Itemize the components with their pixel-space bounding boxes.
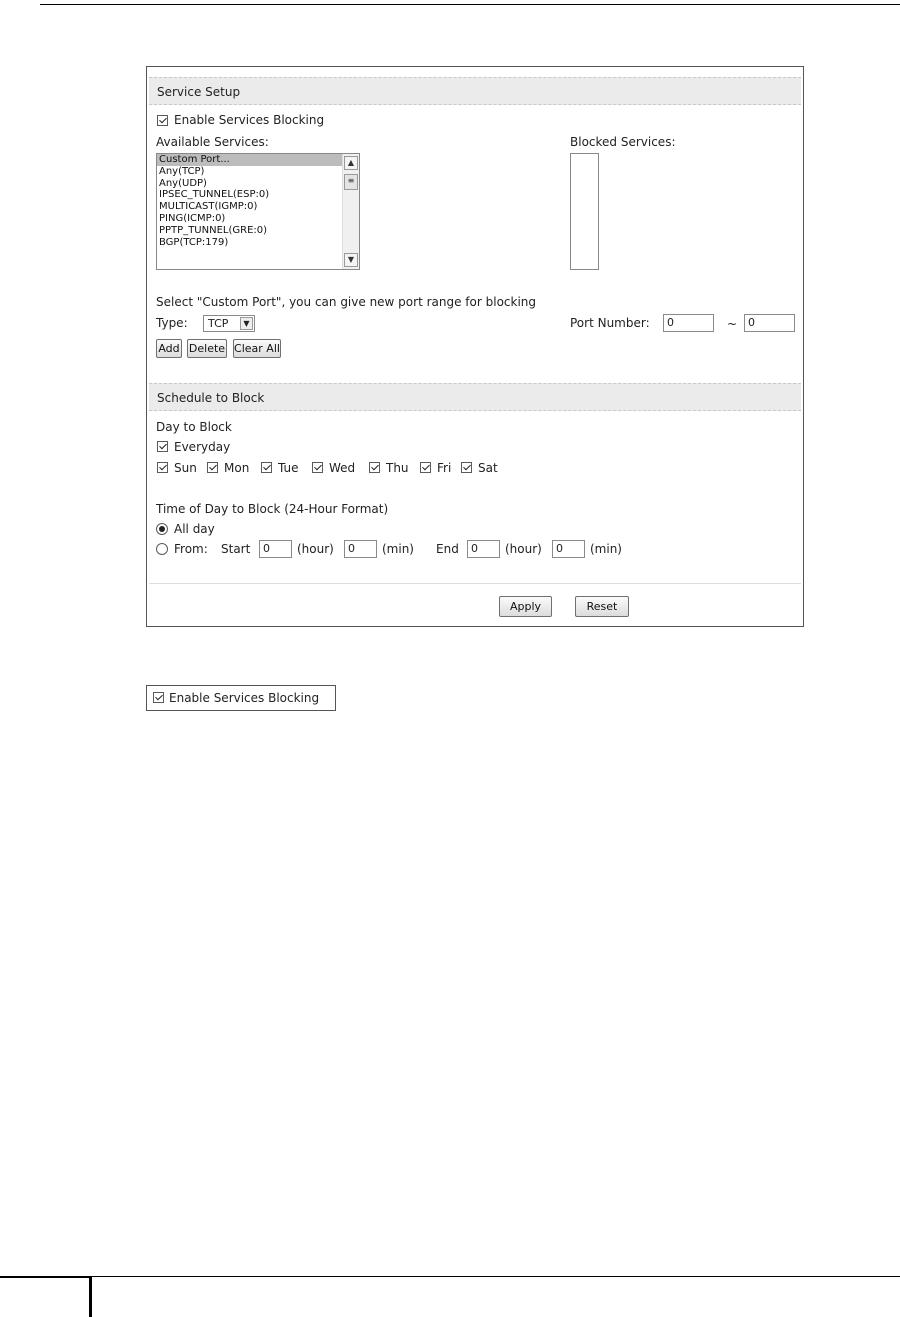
day-label-sat: Sat bbox=[478, 461, 498, 475]
day-to-block-label: Day to Block bbox=[156, 420, 232, 434]
callout-label: Enable Services Blocking bbox=[169, 691, 320, 705]
day-label-sun: Sun bbox=[174, 461, 197, 475]
day-label-wed: Wed bbox=[329, 461, 356, 475]
port-number-label: Port Number: bbox=[570, 316, 650, 330]
services-blocking-panel bbox=[146, 66, 804, 627]
day-checkbox-sat[interactable] bbox=[461, 462, 472, 473]
day-checkbox-wed[interactable] bbox=[312, 462, 323, 473]
available-services-label: Available Services: bbox=[156, 135, 269, 149]
delete-button[interactable]: Delete bbox=[187, 339, 227, 358]
from-label: From: bbox=[174, 542, 208, 556]
day-checkbox-thu[interactable] bbox=[369, 462, 380, 473]
blocked-services-label: Blocked Services: bbox=[570, 135, 676, 149]
page-top-rule bbox=[40, 4, 900, 5]
service-setup-header: Service Setup bbox=[149, 77, 801, 105]
page-bottom-rule bbox=[92, 1276, 900, 1277]
blocked-services-list[interactable] bbox=[570, 153, 599, 270]
end-label: End bbox=[436, 542, 459, 556]
time-of-day-label: Time of Day to Block (24-Hour Format) bbox=[156, 502, 389, 516]
clear-all-button[interactable]: Clear All bbox=[233, 339, 281, 358]
type-select[interactable] bbox=[203, 315, 255, 332]
service-option[interactable]: Custom Port... bbox=[157, 154, 359, 166]
page-number-box bbox=[0, 1276, 92, 1317]
day-checkbox-tue[interactable] bbox=[261, 462, 272, 473]
services-scrollbar[interactable] bbox=[342, 154, 359, 269]
service-option[interactable]: Any(TCP) bbox=[159, 165, 205, 177]
service-option[interactable]: BGP(TCP:179) bbox=[159, 236, 229, 248]
day-label-thu: Thu bbox=[386, 461, 409, 475]
end-hour-unit: (hour) bbox=[505, 542, 542, 556]
port-range-tilde: ~ bbox=[727, 317, 738, 331]
all-day-radio[interactable] bbox=[156, 523, 168, 535]
port-to-input[interactable]: 0 bbox=[744, 314, 795, 332]
day-label-mon: Mon bbox=[224, 461, 250, 475]
day-label-tue: Tue bbox=[278, 461, 299, 475]
end-hour-input[interactable]: 0 bbox=[467, 540, 500, 558]
port-from-input[interactable]: 0 bbox=[663, 314, 714, 332]
day-checkbox-fri[interactable] bbox=[420, 462, 431, 473]
day-checkbox-sun[interactable] bbox=[157, 462, 168, 473]
schedule-header: Schedule to Block bbox=[149, 383, 801, 411]
custom-port-hint: Select "Custom Port", you can give new port range for blocking bbox=[156, 295, 537, 309]
scroll-thumb[interactable]: ≡ bbox=[344, 174, 358, 190]
service-option[interactable]: IPSEC_TUNNEL(ESP:0) bbox=[159, 189, 270, 201]
apply-button[interactable]: Apply bbox=[499, 596, 552, 617]
everyday-checkbox[interactable] bbox=[157, 441, 168, 452]
end-min-input[interactable]: 0 bbox=[552, 540, 585, 558]
from-radio[interactable] bbox=[156, 543, 168, 555]
add-button[interactable]: Add bbox=[156, 339, 182, 358]
reset-button[interactable]: Reset bbox=[575, 596, 629, 617]
footer-divider bbox=[149, 583, 801, 584]
start-min-input[interactable]: 0 bbox=[344, 540, 377, 558]
available-services-list[interactable] bbox=[156, 153, 360, 270]
service-option[interactable]: Any(UDP) bbox=[159, 177, 207, 189]
chevron-down-icon: ▼ bbox=[240, 317, 253, 330]
scroll-down-icon[interactable]: ▼ bbox=[344, 253, 358, 267]
scroll-up-icon[interactable]: ▲ bbox=[344, 156, 358, 170]
enable-services-blocking-label: Enable Services Blocking bbox=[174, 113, 325, 127]
enable-services-blocking-checkbox[interactable] bbox=[157, 115, 168, 126]
start-min-unit: (min) bbox=[382, 542, 414, 556]
start-hour-input[interactable]: 0 bbox=[259, 540, 292, 558]
everyday-label: Everyday bbox=[174, 440, 231, 454]
type-label: Type: bbox=[156, 316, 188, 330]
callout-checkbox bbox=[153, 692, 164, 703]
day-checkbox-mon[interactable] bbox=[207, 462, 218, 473]
day-label-fri: Fri bbox=[437, 461, 452, 475]
end-min-unit: (min) bbox=[590, 542, 622, 556]
start-label: Start bbox=[221, 542, 251, 556]
all-day-label: All day bbox=[174, 522, 215, 536]
type-select-value: TCP bbox=[208, 317, 229, 330]
enable-services-blocking-callout bbox=[146, 685, 336, 711]
service-option[interactable]: MULTICAST(IGMP:0) bbox=[159, 201, 258, 213]
start-hour-unit: (hour) bbox=[297, 542, 334, 556]
service-option[interactable]: PING(ICMP:0) bbox=[159, 212, 226, 224]
service-option[interactable]: PPTP_TUNNEL(GRE:0) bbox=[159, 224, 268, 236]
